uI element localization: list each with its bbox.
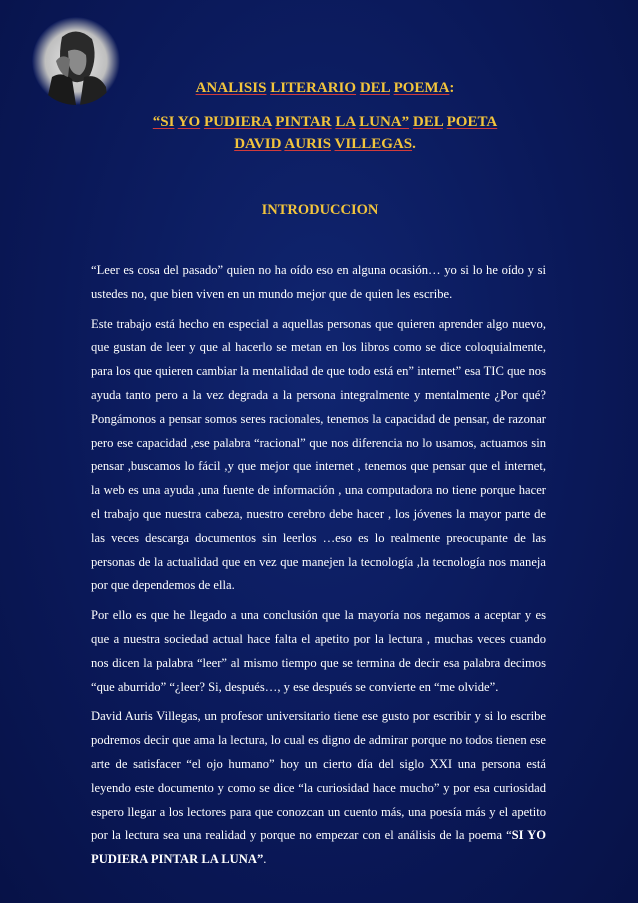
paragraph: “Leer es cosa del pasado” quien no ha oído eso en alguna ocasión… yo si lo he oído y si ustedes no, que bien viven en un mundo mejor que de quien les escribe. [91,263,546,301]
title-word: PINTAR [275,114,332,130]
title-line-3: DAVID AURIS VILLEGAS. [234,136,416,152]
section-heading: INTRODUCCION [261,202,379,218]
title-word: ANALISIS [195,80,267,96]
paragraph: Este trabajo está hecho en especial a aquellas personas que quieren aprender algo nuevo, que gustan de leer y que al hacerlo se metan en los libros como se dice coloquialmente, para los que quieren cambiar la mentalidad de que todo está en” internet” esa TIC que nos ayuda tanto pero a la vez degrada a la persona integralmente y mentalmente ¿Por qué? Pongámonos a pensar somos seres racionales, tenemos la capacidad de pensar, de razonar pero ese capacidad ,ese palabra “racional” que nos diferencia no lo usamos, actuamos sin pensar ,buscamos lo fácil ,y que mejor que internet , tenemos que pensar que el internet, la web es una ayuda ,una fuente de información , una computadora no tiene porque hacer el trabajo que nuestra cabeza, nuestro cerebro debe hacer , los jóvenes la mayor parte de las veces descarga documentos sin leerlos …eso es lo realmente preocupante de las personas de la actualidad que en vez que manejen la tecnología ,la tecnología nos maneja por que dependemos de ella. [91,316,546,593]
poem-title-bold: SI YO PUDIERA PINTAR LA LUNA” [91,828,547,867]
title-word: POEMA [393,80,450,96]
document-body [91,259,546,878]
paragraph-text: David Auris Villegas, un profesor universitario tiene ese gusto por escribir y si lo escribe podremos decir que ama la lectura, lo cual es digno de admirar porque no todos tienen ese arte de satisfacer “el ojo humano” hoy un cierto día del siglo XXI una persona está leyendo este documento y como se dice “la curiosidad hace mucho” y por esa curiosidad espero llegar a los lectores para que conozcan un cuento más, una poesía más y el apetito por la lectura sea una realidad y porque no empezar con el análisis de la poema “ [91,709,546,843]
title-word: DAVID [234,136,282,152]
title-word: VILLEGAS [334,136,413,152]
title-word: LA [335,114,356,130]
title-word: DEL [412,114,443,130]
title-word: YO [177,114,201,130]
title-word: LUNA” [359,114,410,130]
title-word: “SI [152,114,175,130]
title-word: LITERARIO [270,80,357,96]
title-word: DEL [359,80,390,96]
closing-period: . [263,852,267,867]
paragraph: Por ello es que he llegado a una conclusión que la mayoría nos negamos a aceptar y es que a nuestra sociedad actual hace falta el apetito por la lectura , muchas veces cuando nos dicen la palabra “leer” al mismo tiempo que se termina de decir esa palabra decimos “que aburrido” “¿leer? Si, después…, y ese después se convierte en “me olvide”. [91,608,546,694]
title-word: POETA [446,114,498,130]
title-line-2 [60,111,590,133]
title-word: PUDIERA [203,114,272,130]
paragraph-final [91,705,546,872]
title-line-1: ANALISIS LITERARIO DEL POEMA: [195,80,455,96]
title-word: AURIS [284,136,332,152]
